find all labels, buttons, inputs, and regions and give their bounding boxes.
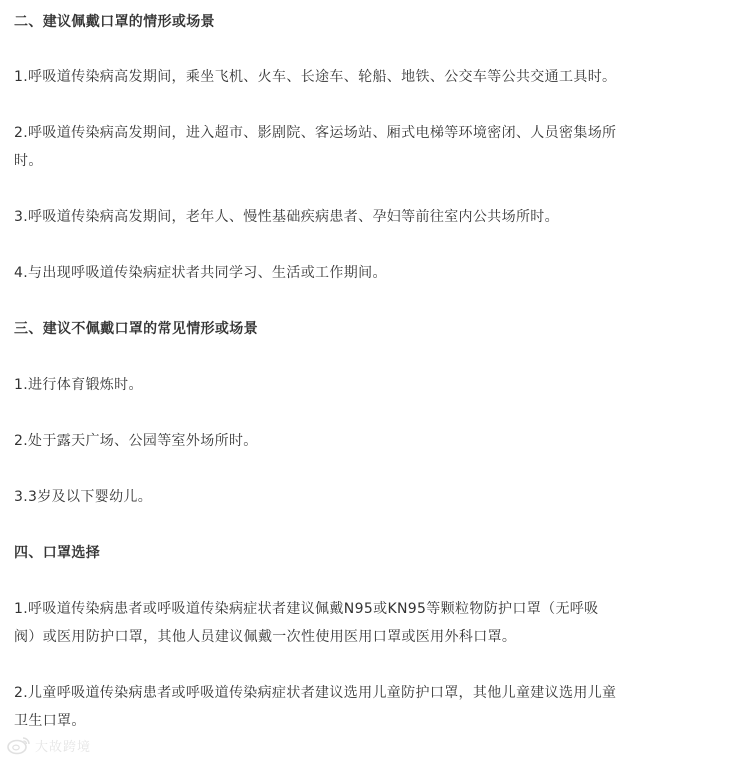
watermark-text: 大故跨境 — [35, 739, 92, 755]
section-heading: 四、口罩选择 — [14, 545, 101, 561]
paragraph-line: 3.呼吸道传染病高发期间，老年人、慢性基础疾病患者、孕妇等前往室内公共场所时。 — [14, 209, 560, 225]
watermark — [6, 734, 91, 756]
section-heading: 二、建议佩戴口罩的情形或场景 — [14, 14, 215, 30]
paragraph-line: 时。 — [14, 153, 43, 169]
section-heading: 三、建议不佩戴口罩的常见情形或场景 — [14, 321, 258, 337]
paragraph-line: 2.呼吸道传染病高发期间，进入超市、影剧院、客运场站、厢式电梯等环境密闭、人员密集场所 — [14, 125, 617, 141]
paragraph-line: 卫生口罩。 — [14, 713, 86, 729]
paragraph-line: 1.呼吸道传染病患者或呼吸道传染病症状者建议佩戴N95或KN95等颗粒物防护口罩（无呼吸 — [14, 601, 599, 617]
paragraph-line: 3.3岁及以下婴幼儿。 — [14, 489, 153, 505]
paragraph-line: 4.与出现呼吸道传染病症状者共同学习、生活或工作期间。 — [14, 265, 387, 281]
weibo-logo-icon — [6, 735, 32, 755]
paragraph-line: 2.处于露天广场、公园等室外场所时。 — [14, 433, 258, 449]
paragraph-line: 阀）或医用防护口罩，其他人员建议佩戴一次性使用医用口罩或医用外科口罩。 — [14, 629, 517, 645]
paragraph-line: 1.呼吸道传染病高发期间，乘坐飞机、火车、长途车、轮船、地铁、公交车等公共交通工具时。 — [14, 69, 617, 85]
paragraph-line: 2.儿童呼吸道传染病患者或呼吸道传染病症状者建议选用儿童防护口罩，其他儿童建议选用儿童 — [14, 685, 617, 701]
paragraph-line: 1.进行体育锻炼时。 — [14, 377, 143, 393]
